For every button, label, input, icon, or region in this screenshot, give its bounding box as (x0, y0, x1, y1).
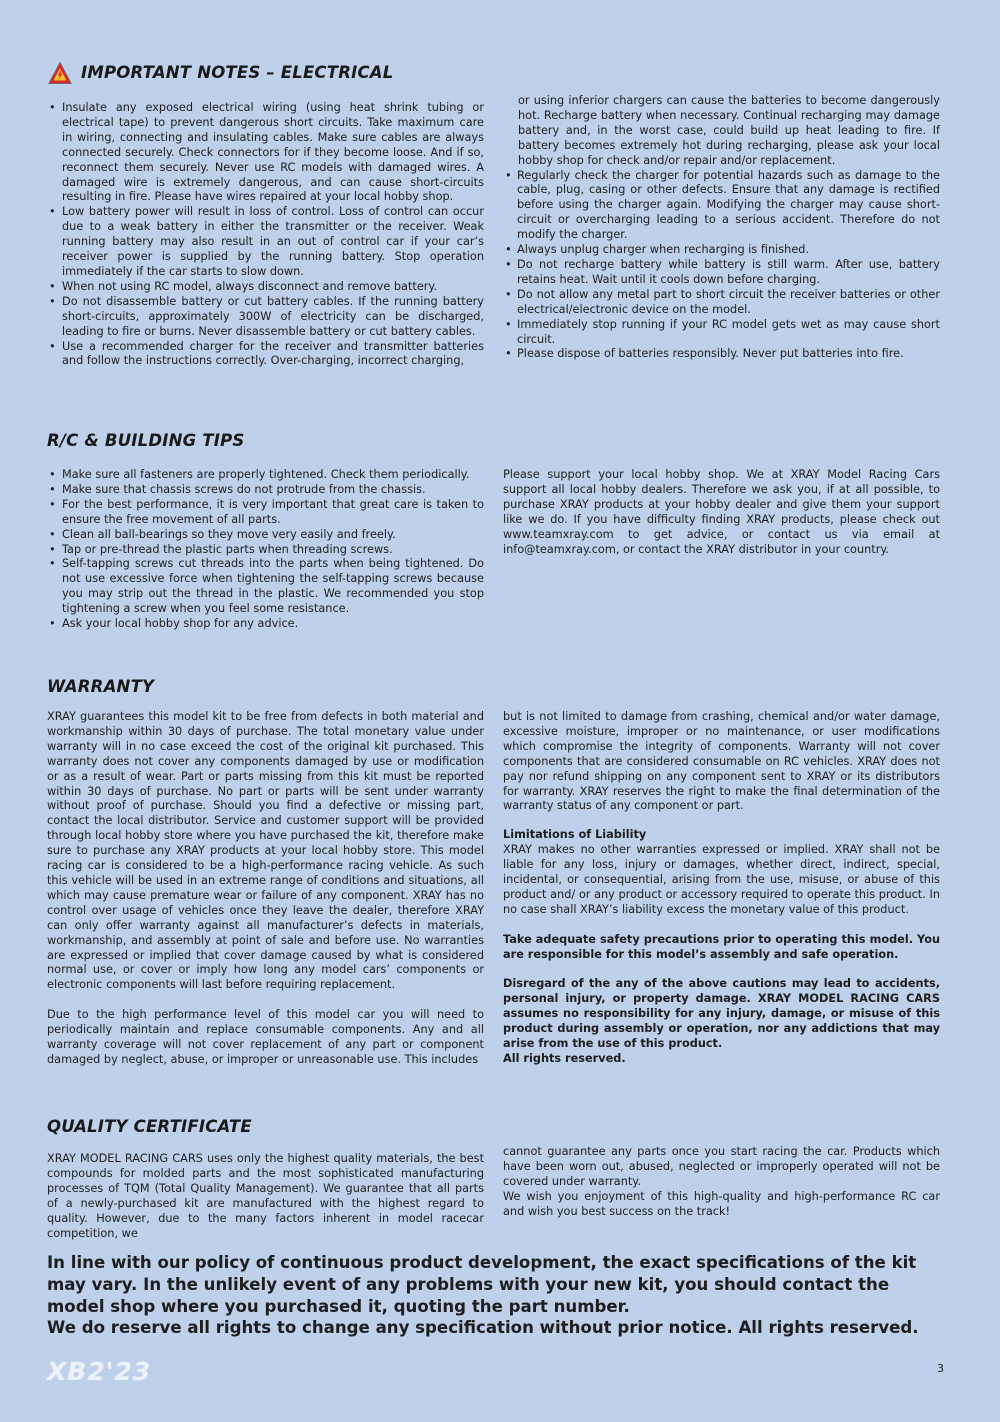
electrical-left-list (47, 101, 484, 369)
electrical-title: IMPORTANT NOTES – ELECTRICAL (81, 63, 394, 82)
list-item: • Do not disassemble battery or cut battery cables. If the running battery short-circuits, approximately 300W of electricity can be discharged, leading to fire or burns. Never disassemble battery or cut battery cables. (47, 295, 484, 340)
list-item: • Regularly check the charger for potential hazards such as damage to the cable, plug, casing or other defects. Ensure that any damage is rectified before using the charger again. Modifying the charger may cause short-circuit or overcharging leading to a serious accident. Therefore do not modify the charger. (503, 169, 940, 244)
list-item: • Ask your local hobby shop for any advice. (47, 617, 484, 632)
list-item: • Do not allow any metal part to short circuit the receiver batteries or other electrical/electronic device on the model. (503, 288, 940, 318)
list-item: • Make sure that chassis screws do not protrude from the chassis. (47, 483, 484, 498)
warning-triangle-icon (47, 60, 73, 86)
final-notice (47, 1252, 947, 1339)
quality-left-column (47, 1152, 484, 1241)
list-item: • Always unplug charger when recharging is finished. (503, 243, 940, 258)
quality-paragraph: cannot guarantee any parts once you start racing the car. Products which have been worn out, abused, neglected or improperly operated will not be covered under warranty. (503, 1145, 940, 1188)
list-item: • Clean all ball-bearings so they move very easily and freely. (47, 528, 484, 543)
rc-tips-title: R/C & BUILDING TIPS (47, 431, 245, 450)
rc-tips-section (47, 430, 940, 632)
quality-paragraph: XRAY MODEL RACING CARS uses only the highest quality materials, the best compounds for molded parts and the most sophisticated manufacturing processes of TQM (Total Quality Management). We guarantee that all parts of a newly-purchased kit are manufactured with the highest regard to quality. However, due to the many factors inherent in model racecar competition, we (47, 1152, 484, 1240)
rc-tips-left-column (47, 468, 484, 632)
quality-section (47, 1116, 940, 1241)
list-item: • Do not recharge battery while battery is still warm. After use, battery retains heat. Wait until it cools down before charging. (503, 258, 940, 288)
warranty-paragraph: but is not limited to damage from crashing, chemical and/or water damage, excessive moisture, improper or no maintenance, or user modifications which compromise the integrity of components. Warranty will not cover components that are considered consumable on RC vehicles. XRAY does not pay nor refund shipping on any component sent to XRAY or its distributors for warranty. XRAY reserves the right to make the final determination of the warranty status of any component or part. (503, 710, 940, 813)
page-number: 3 (937, 1362, 944, 1375)
disregard-notice: Disregard of the any of the above cautions may lead to accidents, personal injury, or property damage. XRAY MODEL RACING CARS assumes no responsibility for any injury, damage, or misuse of this product during assembly or operation, nor any addictions that may arise from the use of this product. (503, 977, 940, 1050)
electrical-left-column (47, 101, 484, 369)
electrical-right-list (503, 169, 940, 363)
liability-paragraph: XRAY makes no other warranties expressed or implied. XRAY shall not be liable for any loss, injury or damages, whether direct, indirect, special, incidental, or consequential, arising from the use, misuse, or abuse of this product and/ or any product or accessory required to operate this product. In no case shall XRAY’s liability excess the monetary value of this product. (503, 843, 940, 916)
warranty-right-column (503, 710, 940, 1068)
list-item: • Please dispose of batteries responsibly. Never put batteries into fire. (503, 347, 940, 362)
quality-title: QUALITY CERTIFICATE (47, 1117, 252, 1136)
hobby-shop-paragraph: Please support your local hobby shop. We at XRAY Model Racing Cars support all local hobby dealers. Therefore we ask you, if at all possible, to purchase XRAY products at your hobby dealer and give them your support like we do. If you have difficulty finding XRAY products, please check out www.teamxray.com to get advice, or contact us via email at info@teamxray.com, or contact the XRAY distributor in your country. (503, 468, 940, 556)
xb2-logo: XB2'23 (47, 1357, 152, 1386)
warranty-section (47, 676, 940, 1068)
warranty-title: WARRANTY (47, 677, 155, 696)
electrical-heading-row (47, 60, 940, 86)
final-notice-line: We do reserve all rights to change any specification without prior notice. All rights reserved. (47, 1318, 919, 1338)
warranty-paragraph: Due to the high performance level of this model car you will need to periodically maintain and replace consumable components. Any and all warranty coverage will not cover replacement of any part or component damaged by neglect, abuse, or improper or unreasonable use. This includes (47, 1008, 484, 1066)
final-notice-line: In line with our policy of continuous product development, the exact specifications of the kit may vary. In the unlikely event of any problems with your new kit, you should contact the model shop where you purchased it, quoting the part number. (47, 1253, 917, 1316)
warranty-left-column (47, 710, 484, 1068)
electrical-columns (47, 94, 940, 369)
warranty-paragraph: XRAY guarantees this model kit to be free from defects in both material and workmanship within 30 days of purchase. The total monetary value under warranty will in no case exceed the cost of the original kit purchased. This warranty does not cover any components damaged by use or modification or as a result of wear. Part or parts missing from this kit must be reported within 30 days of purchase. No part or parts will be sent under warranty without proof of purchase. Should you find a defective or missing part, contact the local distributor. Service and customer support will be provided through local hobby store where you have purchased the kit, therefore make sure to purchase any XRAY products at your local hobby store. This model racing car is considered to be a high-performance racing vehicle. As such this vehicle will be used in an extreme range of conditions and situations, all which may cause premature wear or failure of any component. XRAY has no control over usage of vehicles once they leave the dealer, therefore XRAY can only offer warranty against all manufacturer’s defects in materials, workmanship, and assembly at point of sale and before use. No warranties are expressed or implied that cover damage caused by what is considered normal use, or cover or imply how long any model cars’ components or electronic components will last before requiring replacement. (47, 710, 484, 992)
rc-tips-right-column (503, 468, 940, 632)
rights-notice: All rights reserved. (503, 1051, 626, 1065)
list-item: • Low battery power will result in loss of control. Loss of control can occur due to a weak battery in either the transmitter or the receiver. Weak running battery may also result in an out of control car if your car’s receiver power is supplied by the running battery. Stop operation immediately if the car starts to slow down. (47, 205, 484, 280)
quality-columns (47, 1145, 940, 1241)
list-item: • When not using RC model, always disconnect and remove battery. (47, 280, 484, 295)
list-item: • Use a recommended charger for the receiver and transmitter batteries and follow the instructions correctly. Over-charging, incorrect charging, (47, 340, 484, 370)
electrical-section (47, 60, 940, 369)
rc-tips-columns (47, 468, 940, 632)
electrical-right-column (503, 94, 940, 369)
safety-notice: Take adequate safety precautions prior to operating this model. You are responsible for this model’s assembly and safe operation. (503, 932, 940, 961)
quality-right-column (503, 1145, 940, 1241)
quality-paragraph: We wish you enjoyment of this high-quality and high-performance RC car and wish you best success on the track! (503, 1189, 940, 1218)
liability-title: Limitations of Liability (503, 828, 647, 842)
warranty-columns (47, 710, 940, 1068)
list-item: • For the best performance, it is very important that great care is taken to ensure the free movement of all parts. (47, 498, 484, 528)
list-item: • Make sure all fasteners are properly tightened. Check them periodically. (47, 468, 484, 483)
list-item: • Self-tapping screws cut threads into the parts when being tightened. Do not use excessive force when tightening the self-tapping screws because you may strip out the thread in the plastic. We recommended you stop tightening a screw when you feel some resistance. (47, 557, 484, 617)
rc-tips-list (47, 468, 484, 632)
list-item: • Tap or pre-thread the plastic parts when threading screws. (47, 543, 484, 558)
list-item-continuation: or using inferior chargers can cause the batteries to become dangerously hot. Recharge battery when necessary. Continual recharging may damage battery and, in the worst case, could build up heat leading to fire. If battery becomes extremely hot during recharging, please ask your local hobby shop for check and/or repair and/or replacement. (518, 94, 940, 167)
list-item: • Insulate any exposed electrical wiring (using heat shrink tubing or electrical tape) to prevent dangerous short circuits. Take maximum care in wiring, connecting and insulating cables. Make sure cables are always connected securely. Check connectors for if they become loose. And if so, reconnect them securely. Never use RC models with damaged wires. A damaged wire is extremely dangerous, and can cause short-circuits resulting in fire. Please have wires repaired at your local hobby shop. (47, 101, 484, 205)
list-item: • Immediately stop running if your RC model gets wet as may cause short circuit. (503, 318, 940, 348)
